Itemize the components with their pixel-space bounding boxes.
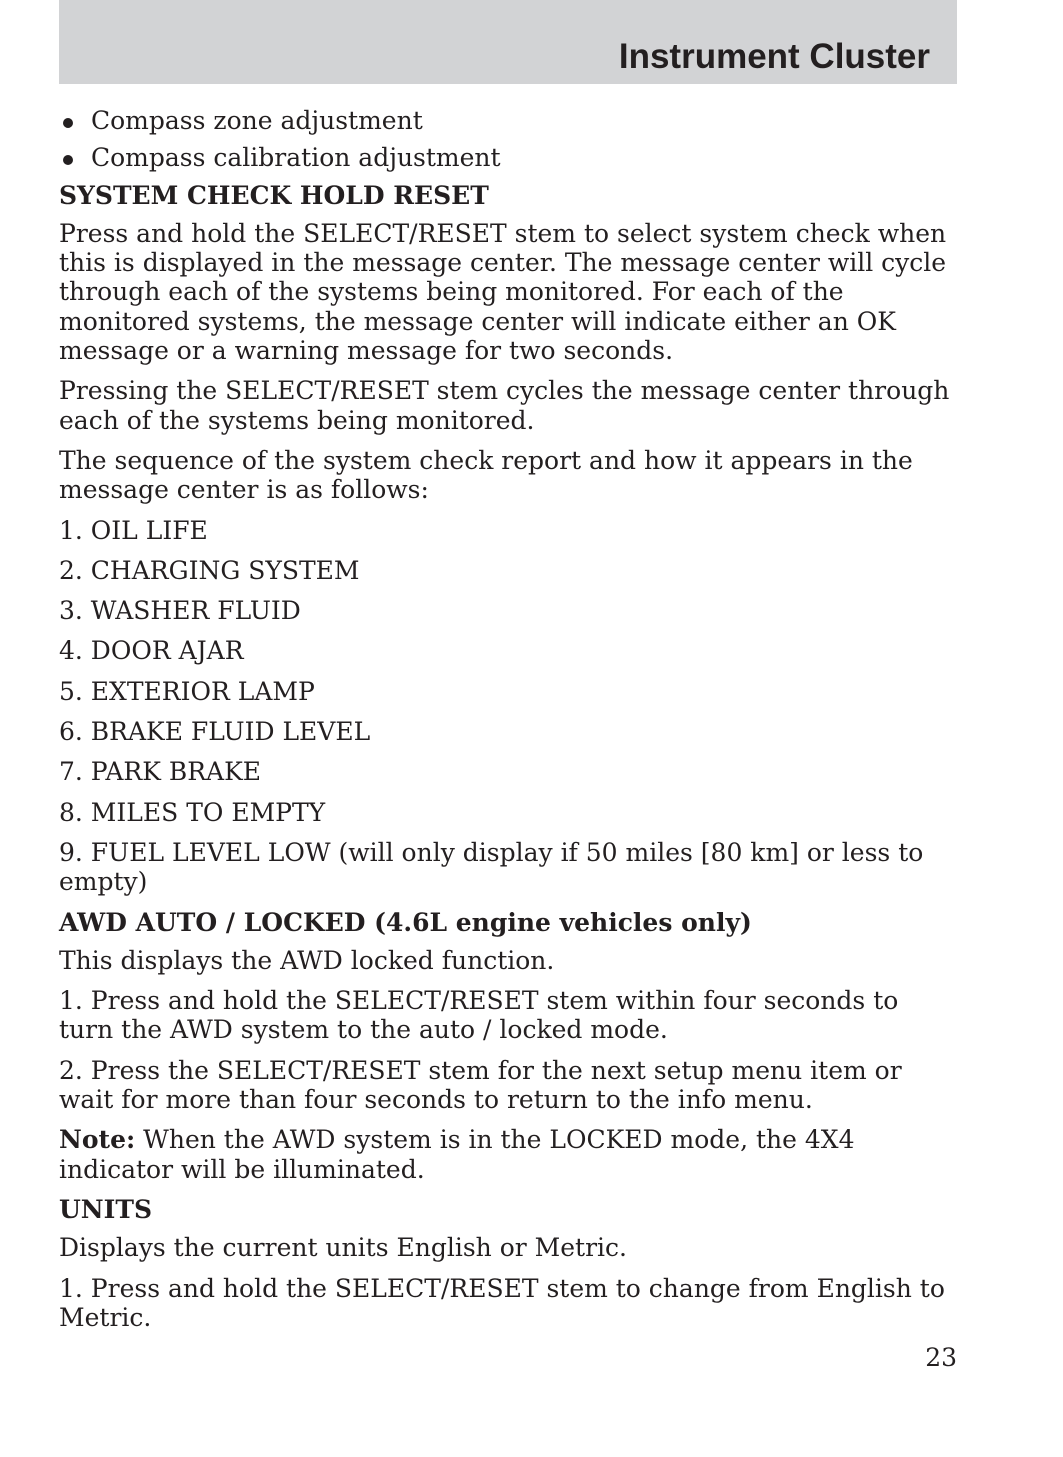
section-title: Instrument Cluster <box>618 37 930 76</box>
list-item: 9. FUEL LEVEL LOW (will only display if 50 miles [80 km] or less to empty) <box>59 837 924 897</box>
awd-heading: AWD AUTO / LOCKED (4.6L engine vehicles only) <box>59 907 752 937</box>
system-check-list <box>59 516 957 897</box>
system-check-paragraph: Pressing the SELECT/RESET stem cycles the message center through each of the systems being monitored. <box>59 376 950 435</box>
units-paragraph: Displays the current units English or Metric. <box>59 1233 627 1263</box>
list-item: 5. EXTERIOR LAMP <box>59 676 315 706</box>
bullet-icon <box>63 118 73 128</box>
list-item: 1. OIL LIFE <box>59 515 208 545</box>
awd-paragraph: This displays the AWD locked function. <box>59 945 555 975</box>
units-step: 1. Press and hold the SELECT/RESET stem to change from English to Metric. <box>59 1273 945 1332</box>
list-item: 7. PARK BRAKE <box>59 757 262 787</box>
note-text: When the AWD system is in the LOCKED mode, the 4X4 indicator will be illuminated. <box>59 1125 855 1184</box>
bullet-icon <box>63 155 73 165</box>
bullet-item: Compass calibration adjustment <box>59 143 957 172</box>
awd-note <box>59 1125 957 1184</box>
page-header <box>59 0 957 84</box>
system-check-paragraph: Press and hold the SELECT/RESET stem to select system check when this is displayed in the message center. The message center will cycle through each of the systems being monitored. For each of the monitored systems, the message center will indicate either an OK message or a warning message for two seconds. <box>59 218 947 366</box>
system-check-paragraph: The sequence of the system check report and how it appears in the message center is as follows: <box>59 445 913 505</box>
bullet-list <box>59 106 957 173</box>
bullet-item: Compass zone adjustment <box>59 106 957 135</box>
awd-step: 1. Press and hold the SELECT/RESET stem within four seconds to turn the AWD system to the auto / locked mode. <box>59 986 899 1045</box>
list-item: 3. WASHER FLUID <box>59 596 301 626</box>
awd-step: 2. Press the SELECT/RESET stem for the next setup menu item or wait for more than four seconds to return to the info menu. <box>59 1055 902 1115</box>
page-content <box>59 106 957 1343</box>
list-item: 6. BRAKE FLUID LEVEL <box>59 717 371 747</box>
system-check-heading: SYSTEM CHECK HOLD RESET <box>59 180 489 210</box>
list-item: 2. CHARGING SYSTEM <box>59 555 360 585</box>
page-number: 23 <box>925 1343 957 1372</box>
list-item: 8. MILES TO EMPTY <box>59 797 326 827</box>
units-heading: UNITS <box>59 1194 153 1224</box>
note-label: Note: <box>59 1125 136 1155</box>
list-item: 4. DOOR AJAR <box>59 636 244 666</box>
